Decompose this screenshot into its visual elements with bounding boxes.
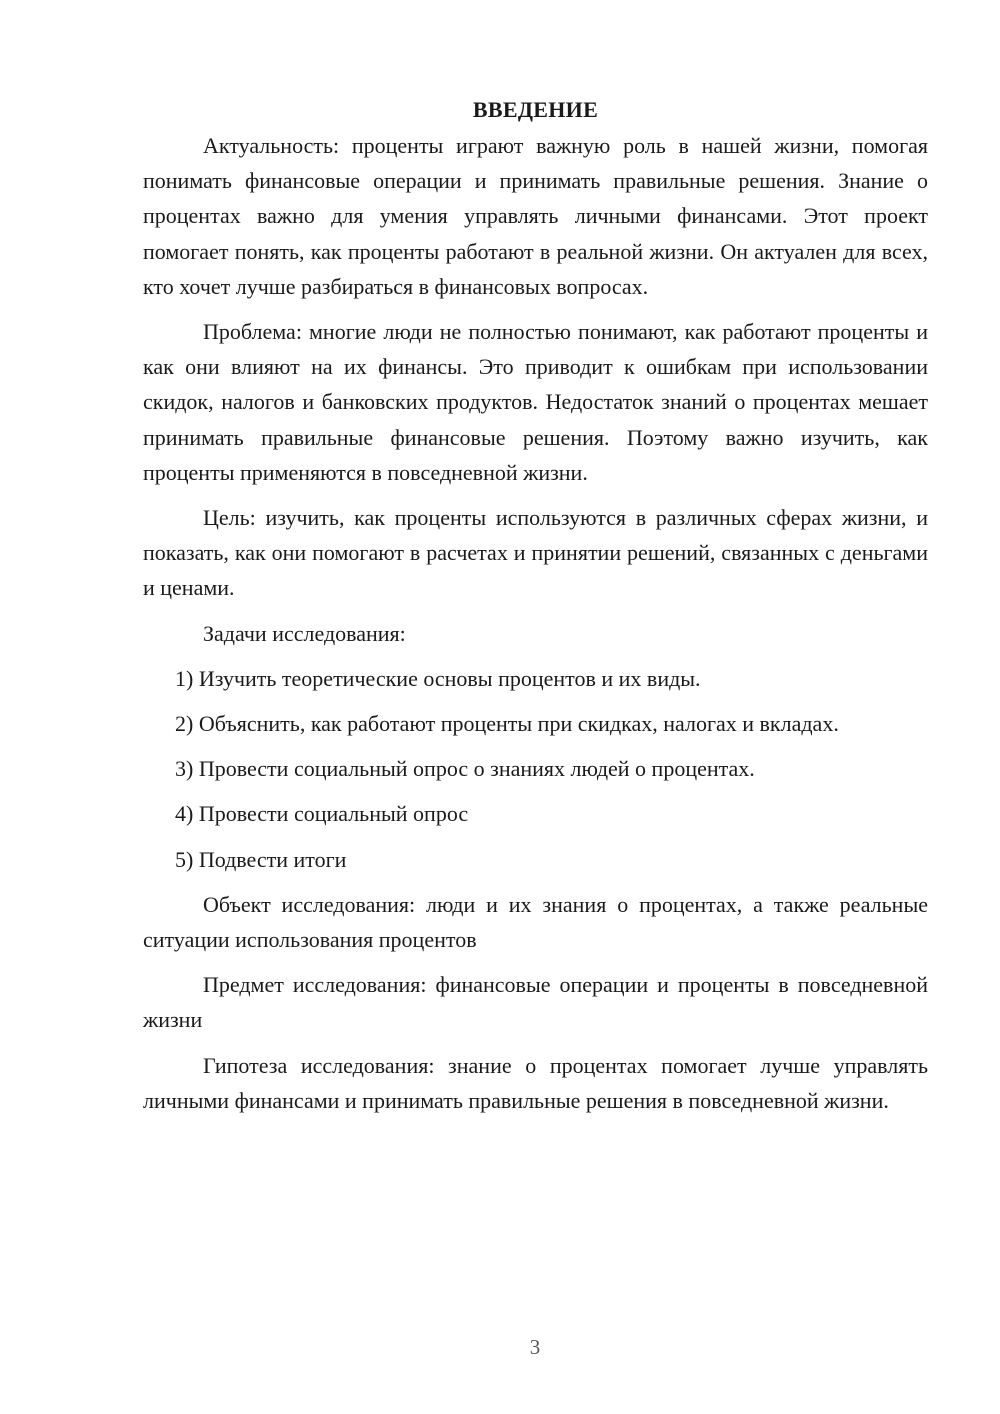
task-item-2: 2) Объяснить, как работают проценты при скидках, налогах и вкладах.: [175, 711, 839, 737]
task-item-1: 1) Изучить теоретические основы процентов и их виды.: [175, 665, 701, 691]
paragraph-object: Объект исследования: люди и их знания о процентах, а также реальные ситуации использования процентов: [143, 891, 928, 953]
task-item-5: 5) Подвести итоги: [175, 846, 347, 872]
paragraph-subject: Предмет исследования: финансовые операции и проценты в повседневной жизни: [143, 972, 928, 1033]
document-page: [143, 92, 928, 1118]
page-title: ВВЕДЕНИЕ: [472, 97, 599, 122]
task-item-3: 3) Провести социальный опрос о знаниях людей о процентах.: [175, 756, 755, 782]
paragraph-relevance: Актуальность: проценты играют важную роль в нашей жизни, помогая понимать финансовые операции и принимать правильные решения. Знание о процентах важно для умения управлять личными финансами. Этот проект помогает понять, как проценты работают в реальной жизни. Он актуален для всех, кто хочет лучше разбираться в финансовых вопросах.: [143, 133, 928, 299]
paragraph-hypothesis: Гипотеза исследования: знание о процентах помогает лучше управлять личными финансами и принимать правильные решения в повседневной жизни.: [143, 1052, 928, 1113]
tasks-heading: Задачи исследования:: [203, 620, 406, 646]
paragraph-problem: Проблема: многие люди не полностью понимают, как работают проценты и как они влияют на их финансы. Это приводит к ошибкам при использовании скидок, налогов и банковских продуктов. Недостаток знаний о процентах мешает принимать правильные финансовые решения. Поэтому важно изучить, как проценты применяются в повседневной жизни.: [143, 319, 928, 485]
paragraph-goal: Цель: изучить, как проценты используются в различных сферах жизни, и показать, как они помогают в расчетах и принятии решений, связанных с деньгами и ценами.: [143, 505, 928, 601]
task-item-4: 4) Провести социальный опрос: [175, 801, 469, 827]
page-number: 3: [529, 1335, 541, 1359]
